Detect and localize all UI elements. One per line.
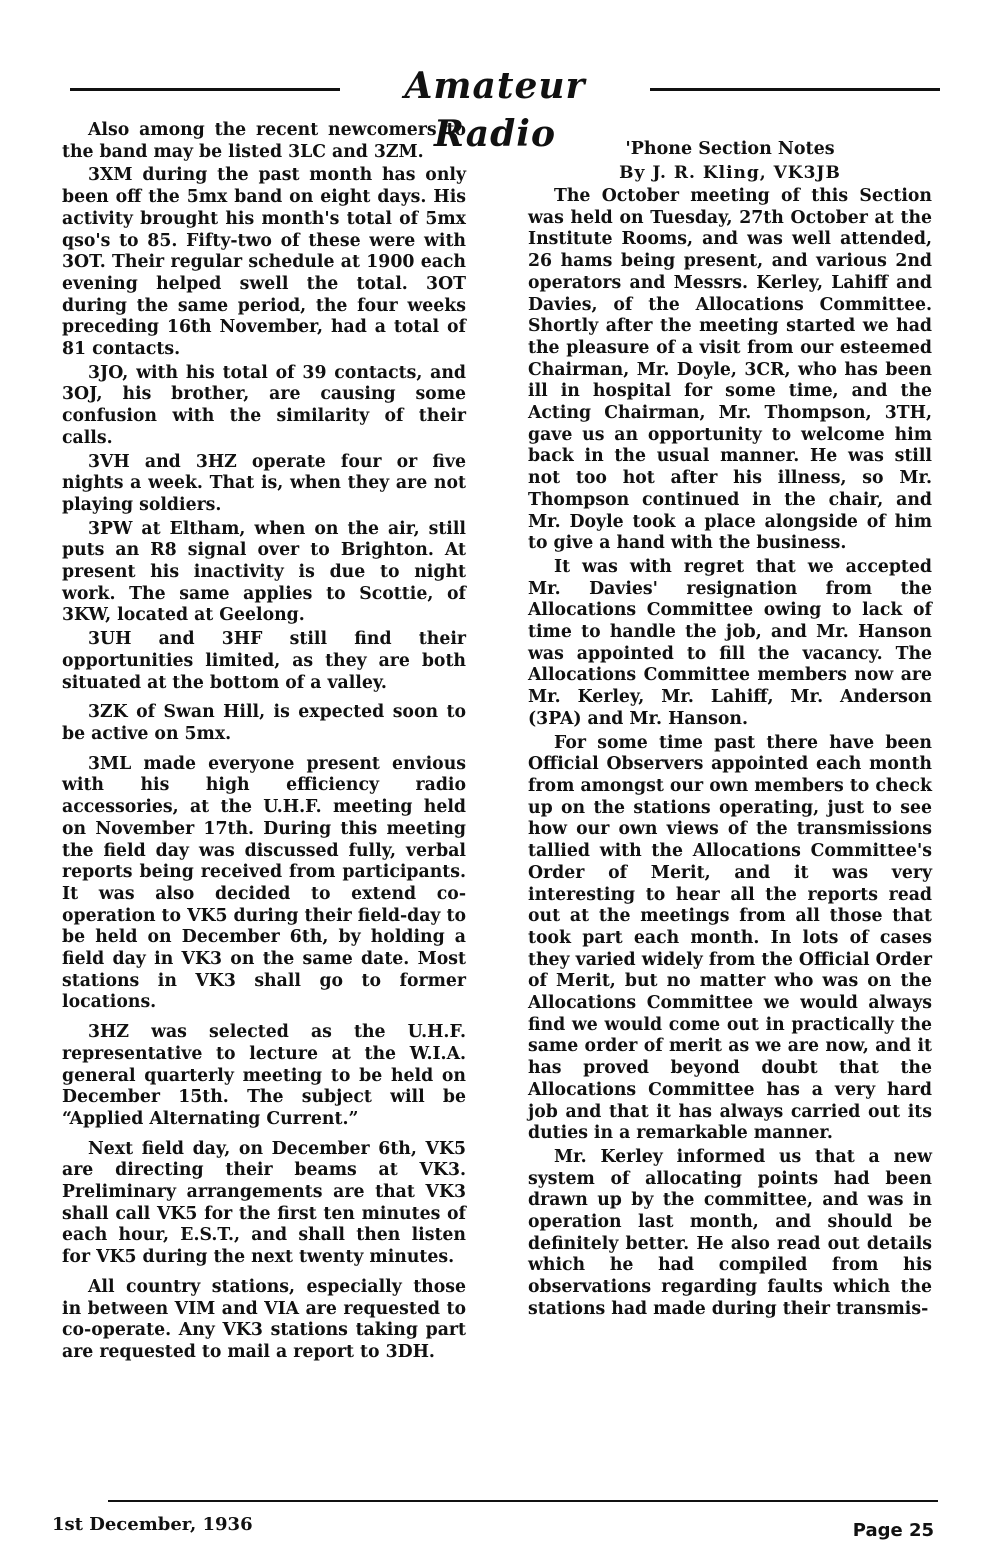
paragraph: 3ML made everyone present envious with his high efficiency radio accessories, at the U.H.F. meeting held on November 17th. During this meeting the field day was discussed fully, verbal reports being received from participants. It was also decided to extend co-operation to VK5 during their field-day to be held on December 6th, by holding a field day in VK3 on the same date. Most stations in VK3 shall go to former locations.	[62, 753, 466, 1013]
paragraph: 3PW at Eltham, when on the air, still puts an R8 signal over to Brighton. At present his inactivity is due to night work. The same applies to Scottie, of 3KW, located at Geelong.	[62, 518, 466, 626]
paragraph: The October meeting of this Section was held on Tuesday, 27th October at the Institute Rooms, and was well attended, 26 hams being present, and various 2nd operators and Messrs. Kerley, Lahiff and Davies, of the Allocations Committee. Shortly after the meeting started we had the pleasure of a visit from our esteemed Chairman, Mr. Doyle, 3CR, who has been ill in hospital for some time, and the Acting Chairman, Mr. Thompson, 3TH, gave us an opportunity to welcome him back in the usual manner. He was still not too hot after his illness, so Mr. Thompson continued in the chair, and Mr. Doyle took a place alongside of him to give a hand with the business.	[528, 186, 932, 554]
right-column	[528, 120, 932, 1323]
paragraph: Also among the recent newcomers to the band may be listed 3LC and 3ZM.	[62, 120, 466, 162]
masthead-rule-left	[70, 88, 340, 91]
paragraph: 3UH and 3HF still find their opportunities limited, as they are both situated at the bottom of a valley.	[62, 629, 466, 693]
masthead-rule-right	[650, 88, 940, 91]
page-number: Page 25	[852, 1520, 934, 1541]
byline: By J. R. Kling, VK3JB	[619, 163, 841, 183]
paragraph: All country stations, especially those in between VIM and VIA are requested to co-operate. Any VK3 stations taking part are requested to mail a report to 3DH.	[62, 1276, 466, 1362]
paragraph: For some time past there have been Official Observers appointed each month from amongst our own members to check up on the stations operating, just to see how our own views of the transmissions tallied with the Allocations Committee's Order of Merit, and it was very interesting to hear all the reports read out at the meetings from all those that took part each month. In lots of cases they varied widely from the Official Order of Merit, but no matter who was on the Allocations Committee we would always find we would come out in practically the same order of merit as we are now, and it has proved beyond doubt that the Allocations Committee has a very hard job and that it has always carried out its duties in a remarkable manner.	[528, 732, 932, 1144]
footer-rule	[108, 1500, 938, 1502]
paragraph: Mr. Kerley informed us that a new system of allocating points had been drawn up by the committee, and was in operation last month, and should be definitely better. He also read out details which he had compiled from his observations regarding faults which the stations had made during their transmis-	[528, 1146, 932, 1319]
paragraph: 3ZK of Swan Hill, is expected soon to be active on 5mx.	[62, 702, 466, 744]
footer-date: 1st December, 1936	[52, 1514, 253, 1535]
paragraph: Next field day, on December 6th, VK5 are directing their beams at VK3. Preliminary arrangements are that VK3 shall call VK5 for the first ten minutes of each hour, E.S.T., and shall then listen for VK5 during the next twenty minutes.	[62, 1138, 466, 1268]
paragraph: 3VH and 3HZ operate four or five nights a week. That is, when they are not playing soldiers.	[62, 451, 466, 515]
section-heading: 'Phone Section Notes	[625, 139, 835, 159]
paragraph: 3HZ was selected as the U.H.F. representative to lecture at the W.I.A. general quarterly meeting to be held on December 15th. The subject will be “Applied Alternating Current.”	[62, 1022, 466, 1129]
masthead-title: Amateur Radio	[404, 65, 586, 155]
paragraph: 3JO, with his total of 39 contacts, and 3OJ, his brother, are causing some confusion with the similarity of their calls.	[62, 362, 466, 448]
paragraph: It was with regret that we accepted Mr. Davies' resignation from the Allocations Committee owing to lack of time to handle the job, and Mr. Hanson was appointed to fill the vacancy. The Allocations Committee members now are Mr. Kerley, Mr. Lahiff, Mr. Anderson (3PA) and Mr. Hanson.	[528, 556, 932, 729]
paragraph: 3XM during the past month has only been off the 5mx band on eight days. His activity brought his month's total of 5mx qso's to 85. Fifty-two of these were with 3OT. Their regular schedule at 1900 each evening helped swell the total. 3OT during the same period, the four weeks preceding 16th November, had a total of 81 contacts.	[62, 165, 466, 360]
left-column	[62, 120, 466, 1366]
